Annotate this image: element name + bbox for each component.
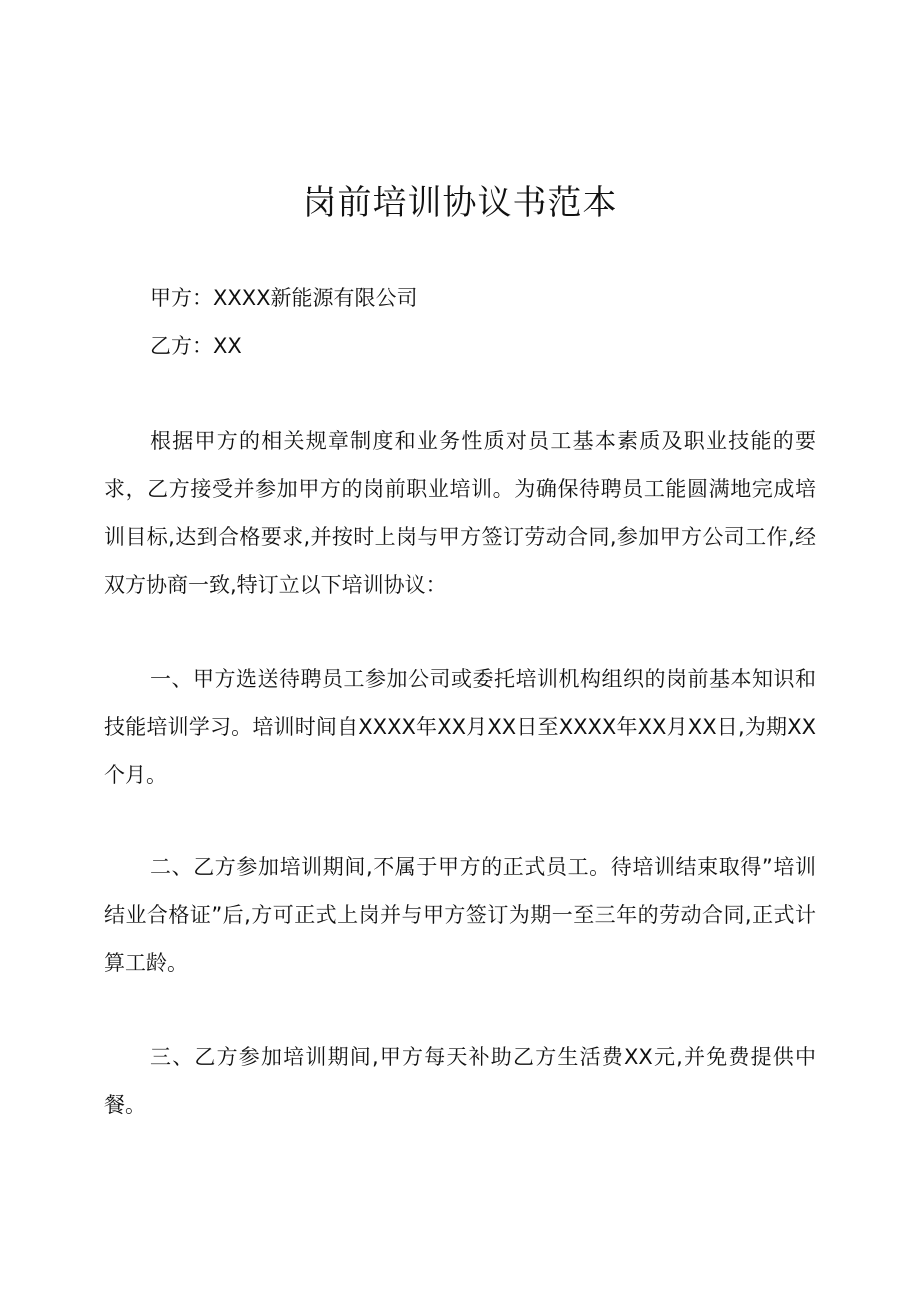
- intro-paragraph: 根据甲方的相关规章制度和业务性质对员工基本素质及职业技能的要求，乙方接受并参加甲方的岗前职业培训。为确保待聘员工能圆满地完成培训目标,达到合格要求,并按时上岗与甲方签订劳动合同,参加甲方公司工作,经双方协商一致,特订立以下培训协议：: [104, 429, 816, 597]
- document-title: 岗前培训协议书范本: [302, 183, 618, 223]
- clause-2-paragraph: 二、乙方参加培训期间,不属于甲方的正式员工。待培训结束取得”培训结业合格证”后,方可正式上岗并与甲方签订为期一至三年的劳动合同,正式计算工龄。: [104, 855, 816, 975]
- clause-3-paragraph: 三、乙方参加培训期间,甲方每天补助乙方生活费XX元,并免费提供中餐。: [104, 1045, 816, 1117]
- party-b-line: 乙方：XX: [150, 334, 242, 358]
- clause-1-paragraph: 一、甲方选送待聘员工参加公司或委托培训机构组织的岗前基本知识和技能培训学习。培训时间自XXXX年XX月XX日至XXXX年XX月XX日,为期XX个月。: [104, 667, 816, 787]
- party-a-line: 甲方：XXXX新能源有限公司: [150, 286, 418, 310]
